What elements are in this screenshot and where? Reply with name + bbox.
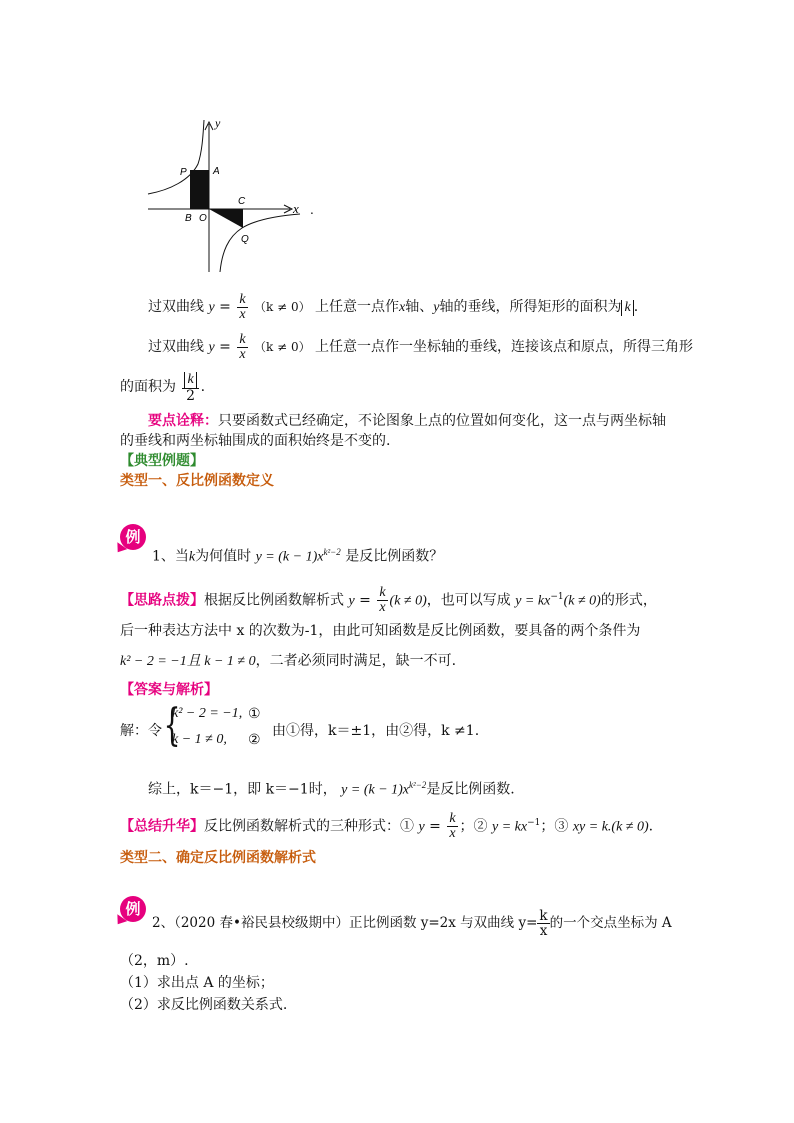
fraction-absk-over-2: $\frac{k}{2}$ bbox=[182, 372, 198, 403]
summary-line: 【总结升华】反比例函数解析式的三种形式：① y = $\frac{k}{x}$ ；② $y = kx^{-1}$；③ xy = k.(k ≠ 0). bbox=[120, 811, 654, 842]
hyperbola-branch-right bbox=[220, 214, 300, 272]
label-P: P bbox=[180, 167, 187, 178]
triangle-ocq bbox=[209, 209, 243, 228]
hint-line1: 【思路点拨】根据反比例函数解析式 y = $\frac{k}{x}$ (k ≠ 0)，也可以写成 $y = kx^{-1}(k \ne 0)$的形式， bbox=[120, 585, 657, 616]
label-O: O bbox=[199, 213, 207, 224]
type2-heading: 类型二、确定反比例函数解析式 bbox=[120, 850, 316, 866]
label-C: C bbox=[238, 196, 246, 207]
key-note-line2: 的垂线和两坐标轴围成的面积始终是不变的. bbox=[120, 433, 391, 449]
section-typical-examples: 【典型例题】 bbox=[120, 453, 204, 469]
answer-heading: 【答案与解析】 bbox=[120, 682, 218, 698]
hint-line2: 后一种表达方法中 x 的次数为-1，由此可知函数是反比例函数，要具备的两个条件为 bbox=[120, 623, 641, 639]
question-2-sub2: （2）求反比例函数关系式. bbox=[120, 997, 288, 1013]
key-note: 要点诠释：只要函数式已经确定，不论图象上点的位置如何变化，这一点与两坐标轴 bbox=[148, 413, 666, 429]
abs-k: k bbox=[621, 300, 633, 316]
para-rectangle-area: 过双曲线 y = $\frac{k}{x}$ （k ≠ 0） 上任意一点作x轴、y轴的垂线，所得矩形的面积为 k . bbox=[148, 291, 639, 322]
label-y: y bbox=[215, 116, 221, 130]
question-1: 1、当k为何值时 $y = (k - 1)x^{k^2-2}$ 是反比例函数？ bbox=[152, 547, 444, 565]
label-x: x bbox=[293, 201, 299, 216]
label-A: A bbox=[213, 166, 220, 177]
question-2-sub1: （1）求出点 A 的坐标； bbox=[120, 975, 274, 991]
para-triangle-area: 过双曲线 y = $\frac{k}{x}$ （k ≠ 0） 上任意一点作一坐标轴的垂线，连接该点和原点，所得三角形 bbox=[148, 331, 694, 362]
label-dot: . bbox=[310, 203, 314, 217]
rectangle-pabo bbox=[190, 170, 209, 209]
question-2-line2: （2，m）. bbox=[120, 953, 189, 969]
label-Q: Q bbox=[241, 234, 249, 245]
example-badge-1: 例 bbox=[120, 524, 146, 550]
example-badge-2: 例 bbox=[120, 896, 146, 922]
question-2: 2、（2020 春•裕民县校级期中）正比例函数 y=2x 与双曲线 y= $\frac{k}{x}$ 的一个交点坐标为 A bbox=[152, 908, 672, 939]
answer-conclusion: 综上，k＝−1，即 k＝−1时， $y = (k - 1)x^{k^2-2}$是反比例函数. bbox=[148, 780, 515, 798]
type1-heading: 类型一、反比例函数定义 bbox=[120, 473, 274, 489]
para-triangle-area-line2: 的面积为 $\frac{k}{2}$ . bbox=[120, 371, 206, 404]
label-B: B bbox=[185, 213, 192, 224]
fraction-k-over-x: $\frac{k}{x}$ bbox=[239, 291, 246, 322]
hyperbola-figure bbox=[140, 112, 320, 277]
hint-line3: k² − 2 = −1且 k − 1 ≠ 0，二者必须同时满足，缺一不可. bbox=[120, 653, 457, 669]
